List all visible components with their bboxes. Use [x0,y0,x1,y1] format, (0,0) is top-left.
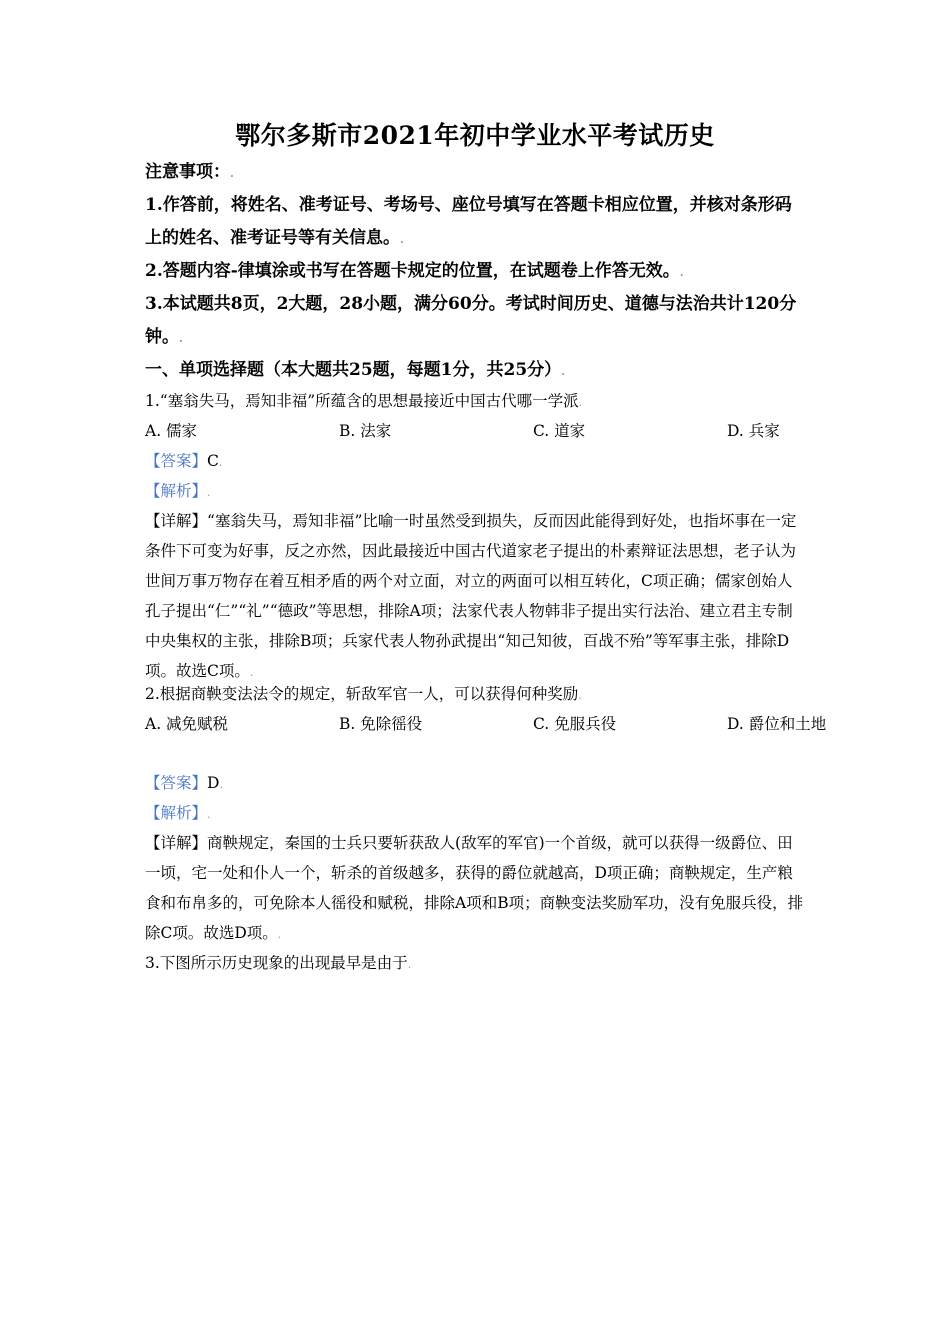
question-1-options [145,416,807,446]
page-title: 鄂尔多斯市2021年初中学业水平考试历史 [235,121,715,150]
question-2-stem: 2.根据商鞅变法法令的规定，斩敌军官一人，可以获得何种奖励. [145,685,582,703]
question-3-stem: 3.下图所示历史现象的出现最早是由于. [145,954,412,972]
q2-option-a: A. 减免赋税 [145,715,229,733]
q2-detail: 【详解】商鞅规定，秦国的士兵只要斩获敌人(敌军的军官)一个首级，就可以获得一级爵位、田一顷，宅一处和仆人一个，斩杀的首级越多，获得的爵位就越高，D项正确；商鞅规定，生产粮食和布帛多的，可免除本人徭役和赋税，排除A项和B项；商鞅变法奖励军功，没有免服兵役，排除C项。故选D项。. [145,834,804,942]
q1-option-c: C. 道家 [533,422,586,440]
notice-heading: 注意事项：. [145,162,234,182]
section-heading: 一、单项选择题（本大题共25题，每题1分，共25分）. [145,360,565,380]
q1-option-d: D. 兵家 [727,422,780,440]
notice-item-1: 1.作答前，将姓名、准考证号、考场号、座位号填写在答题卡相应位置，并核对条形码上的姓名、准考证号等有关信息。. [145,195,792,248]
q1-detail: 【详解】“塞翁失马，焉知非福”比喻一时虽然受到损失，反而因此能得到好处，也指坏事在一定条件下可变为好事，反之亦然，因此最接近中国古代道家老子提出的朴素辩证法思想，老子认为世间万事万物存在着互相矛盾的两个对立面，对立的两面可以相互转化，C项正确；儒家创始人孔子提出“仁”“礼”“德政”等思想，排除A项；法家代表人物韩非子提出实行法治、建立君主专制中央集权的主张，排除B项；兵家代表人物孙武提出“知己知彼，百战不殆”等军事主张，排除D项。故选C项。. [145,512,797,680]
q2-option-b: B. 免除徭役 [339,715,423,733]
q1-analysis: 【解析】. [145,482,211,500]
q2-option-c: C. 免服兵役 [533,715,617,733]
notice-item-2: 2.答题内容-律填涂或书写在答题卡规定的位置，在试题卷上作答无效。. [145,261,684,281]
question-2-options [145,709,827,739]
q1-answer: 【答案】C. [145,452,223,470]
q1-option-a: A. 儒家 [145,422,198,440]
q2-analysis: 【解析】. [145,804,211,822]
q2-answer: 【答案】D. [145,774,223,792]
q1-option-b: B. 法家 [339,422,392,440]
question-1-stem: 1.“塞翁失马，焉知非福”所蕴含的思想最接近中国古代哪一学派. [145,392,583,410]
notice-item-3: 3.本试题共8页，2大题，28小题，满分60分。考试时间历史、道德与法治共计120分钟。. [145,294,797,347]
q2-option-d: D. 爵位和土地 [727,715,827,733]
